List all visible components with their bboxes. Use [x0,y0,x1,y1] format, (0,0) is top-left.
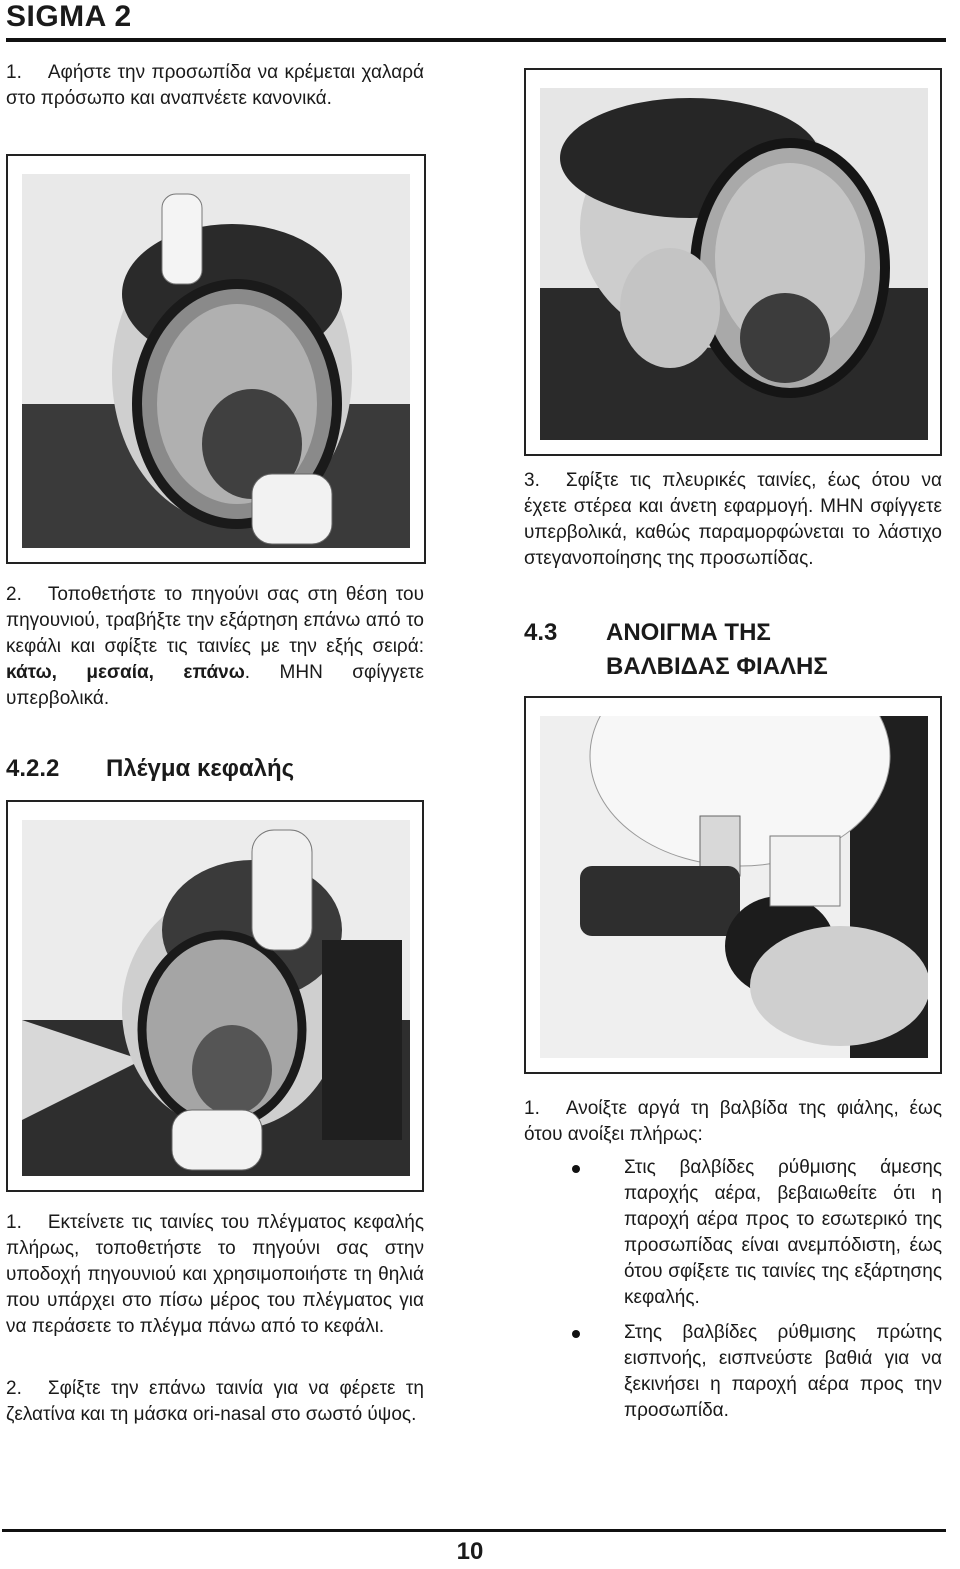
step-number: 1. [6,1212,22,1233]
mask-fitting-photo [22,174,410,548]
section-number: 4.2.2 [6,755,60,782]
cylinder-valve-photo [540,716,928,1058]
section-title-line-2: ΒΑΛΒΙΔΑΣ ΦΙΑΛΗΣ [606,653,828,680]
list-item [524,1155,942,1311]
step-text-tail: . ΜΗΝ σφίγγετε υπερβολικά. [6,662,424,709]
step-2-paragraph [6,582,424,712]
bullet-text: Στης βαλβίδες ρύθμισης πρώτης εισπνοής, εισπνεύστε βαθιά για να ξεκινήσει η παροχή αέρα προς την προσωπίδα. [624,1322,942,1421]
valve-bullet-list [524,1155,942,1433]
step-text: Σφίξτε την επάνω ταινία για να φέρετε τη ζελατίνα και τη μάσκα ori-nasal στο σωστό ύψος. [6,1378,424,1425]
photo-frame-cylinder-valve [524,696,942,1074]
step-number: 2. [6,1378,22,1399]
section-title: Πλέγμα κεφαλής [106,755,295,782]
side-straps-photo [540,88,928,440]
bullet-icon [572,1330,580,1338]
list-item [524,1320,942,1424]
document-title: SIGMA 2 [6,0,132,33]
head-harness-photo [22,820,410,1176]
section-number: 4.3 [524,619,558,646]
step-number: 1. [524,1098,540,1119]
photo-frame-head-harness [6,800,424,1192]
step-text: Εκτείνετε τις ταινίες του πλέγματος κεφαλής πλήρως, τοποθετήστε το πηγούνι σας στην υποδοχή πηγουνιού και χρησιμοποιήστε τη θηλιά που υπάρχει στο πίσω μέρος του πλέγματος για να περάσετε το πλέγμα πάνω από το κεφάλι. [6,1212,424,1337]
section-heading-4-3 [524,616,942,684]
step-text: Σφίξτε τις πλευρικές ταινίες, έως ότου να έχετε στέρεα και άνετη εφαρμογή. ΜΗΝ σφίγγετε υπερβολικά, καθώς παραμορφώνεται το λάστιχο στεγανοποίησης της προσωπίδας. [524,470,942,569]
step-3-paragraph [524,468,942,572]
step-text: Τοποθετήστε το πηγούνι σας στη θέση του πηγουνιού, τραβήξτε την εξάρτηση επάνω από το κεφάλι και σφίξτε τις ταινίες με την εξής σειρά: [6,584,424,657]
photo-frame-side-straps [524,68,942,456]
step-text: Ανοίξτε αργά τη βαλβίδα της φιάλης, έως ότου ανοίξει πλήρως: [524,1098,942,1145]
section-heading-row-1 [524,616,942,650]
harness-step-1-paragraph [6,1210,424,1340]
step-number: 1. [6,62,22,83]
page-number: 10 [456,1538,484,1565]
step-text: Αφήστε την προσωπίδα να κρέμεται χαλαρά στο πρόσωπο και αναπνέετε κανονικά. [6,62,424,109]
step-1-paragraph [6,60,424,112]
photo-frame-mask-fitting [6,154,426,564]
header-rule [6,38,946,42]
strap-order-bold: κάτω, μεσαία, επάνω [6,662,245,683]
step-number: 2. [6,584,22,605]
bullet-text: Στις βαλβίδες ρύθμισης άμεσης παροχής αέρα, βεβαιωθείτε ότι η παροχή αέρα προς το εσωτερικό της προσωπίδας είναι ανεμπόδιστη, έως ότου σφίξετε τις ταινίες της εξάρτησης κεφαλής. [624,1157,942,1308]
harness-step-2-paragraph [6,1376,424,1428]
footer-rule [2,1529,946,1532]
step-number: 3. [524,470,540,491]
bullet-icon [572,1165,580,1173]
section-title-line-1: ΑΝΟΙΓΜΑ ΤΗΣ [606,619,771,646]
valve-step-1-paragraph [524,1096,942,1148]
section-heading-4-2-2 [6,752,424,786]
